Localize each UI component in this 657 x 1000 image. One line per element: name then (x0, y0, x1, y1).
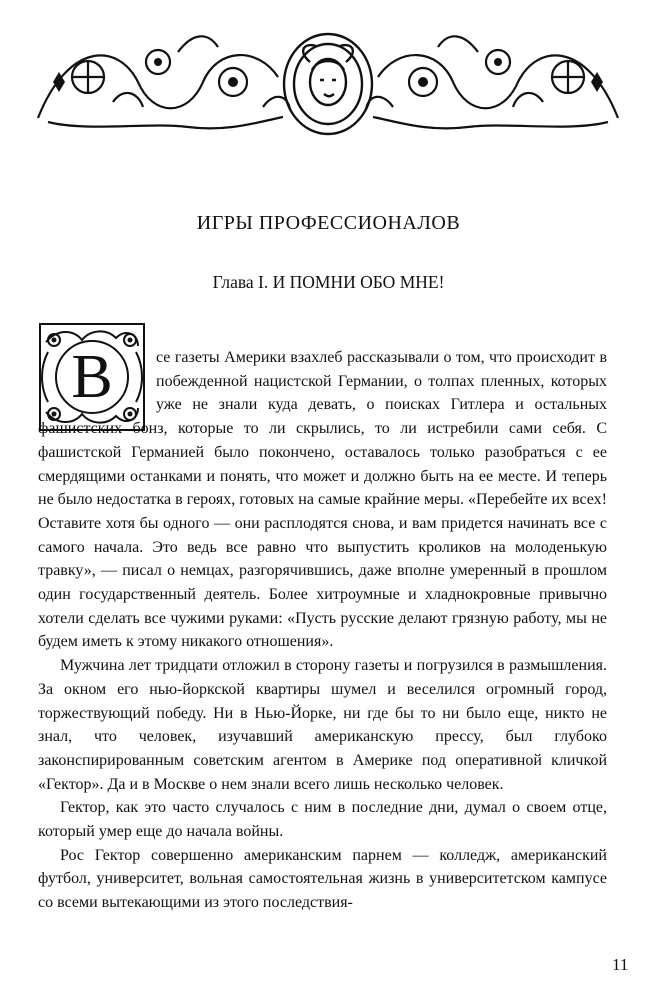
first-paragraph (38, 346, 607, 654)
page-number: 11 (612, 955, 629, 974)
first-paragraph-text: се газеты Америки взахлеб рассказывали о том, что происходит в побежденной нацистской Германии, о толпах пленных, которых уже не знали куда девать, о поисках Гитлера и остальных фашистских бонз, которые то ли скрылись, то ли истребили сами себя. С фашистской Германией было покончено, оставалось только разобраться с ее смердящими останками и понять, что может и должно быть на ее месте. И теперь не было недостатка в героях, готовых на самые крайние меры. «Перебейте их всех! Оставите хотя бы одного — они расплодятся снова, и вам придется начинать все с самого начала. Это ведь все равно что выпустить кроликов на молоденькую травку», — писал о немцах, разгорячившись, даже вполне умеренный в прошлом один государственный деятель. Более хитроумные и хладнокровные привычно хотели сделать все чужими руками: «Пусть русские делают грязную работу, мы не будем иметь к этому никакого отношения». (38, 349, 607, 651)
page-title: ИГРЫ ПРОФЕССИОНАЛОВ (196, 212, 461, 234)
drop-cap-letter: В (71, 343, 113, 411)
ornamental-header-border (28, 22, 628, 140)
paragraph: Рос Гектор совершенно американским парнем — колледж, американский футбол, университет, вольная самостоятельная жизнь в университетском кампусе со всеми вытекающими из этого последствия- (38, 846, 607, 912)
chapter-heading: Глава I. И ПОМНИ ОБО МНЕ! (212, 272, 445, 292)
paragraph: Гектор, как это часто случалось с ним в последние дни, думал о своем отце, который умер еще до начала войны. (38, 799, 607, 841)
body-text (38, 346, 607, 915)
paragraph: Мужчина лет тридцати отложил в сторону газеты и погрузился в размышления. За окном его нью-йоркской квартиры шумел и веселился огромный город, торжествующий победу. Ни в Нью-Йорке, ни где бы то ни было еще, никто не знал, что человек, изучавший американскую прессу, был глубоко законспирированным советским агентом в Америке под оперативной кличкой «Гектор». Да и в Москве о нем знали всего лишь несколько человек. (38, 657, 607, 793)
